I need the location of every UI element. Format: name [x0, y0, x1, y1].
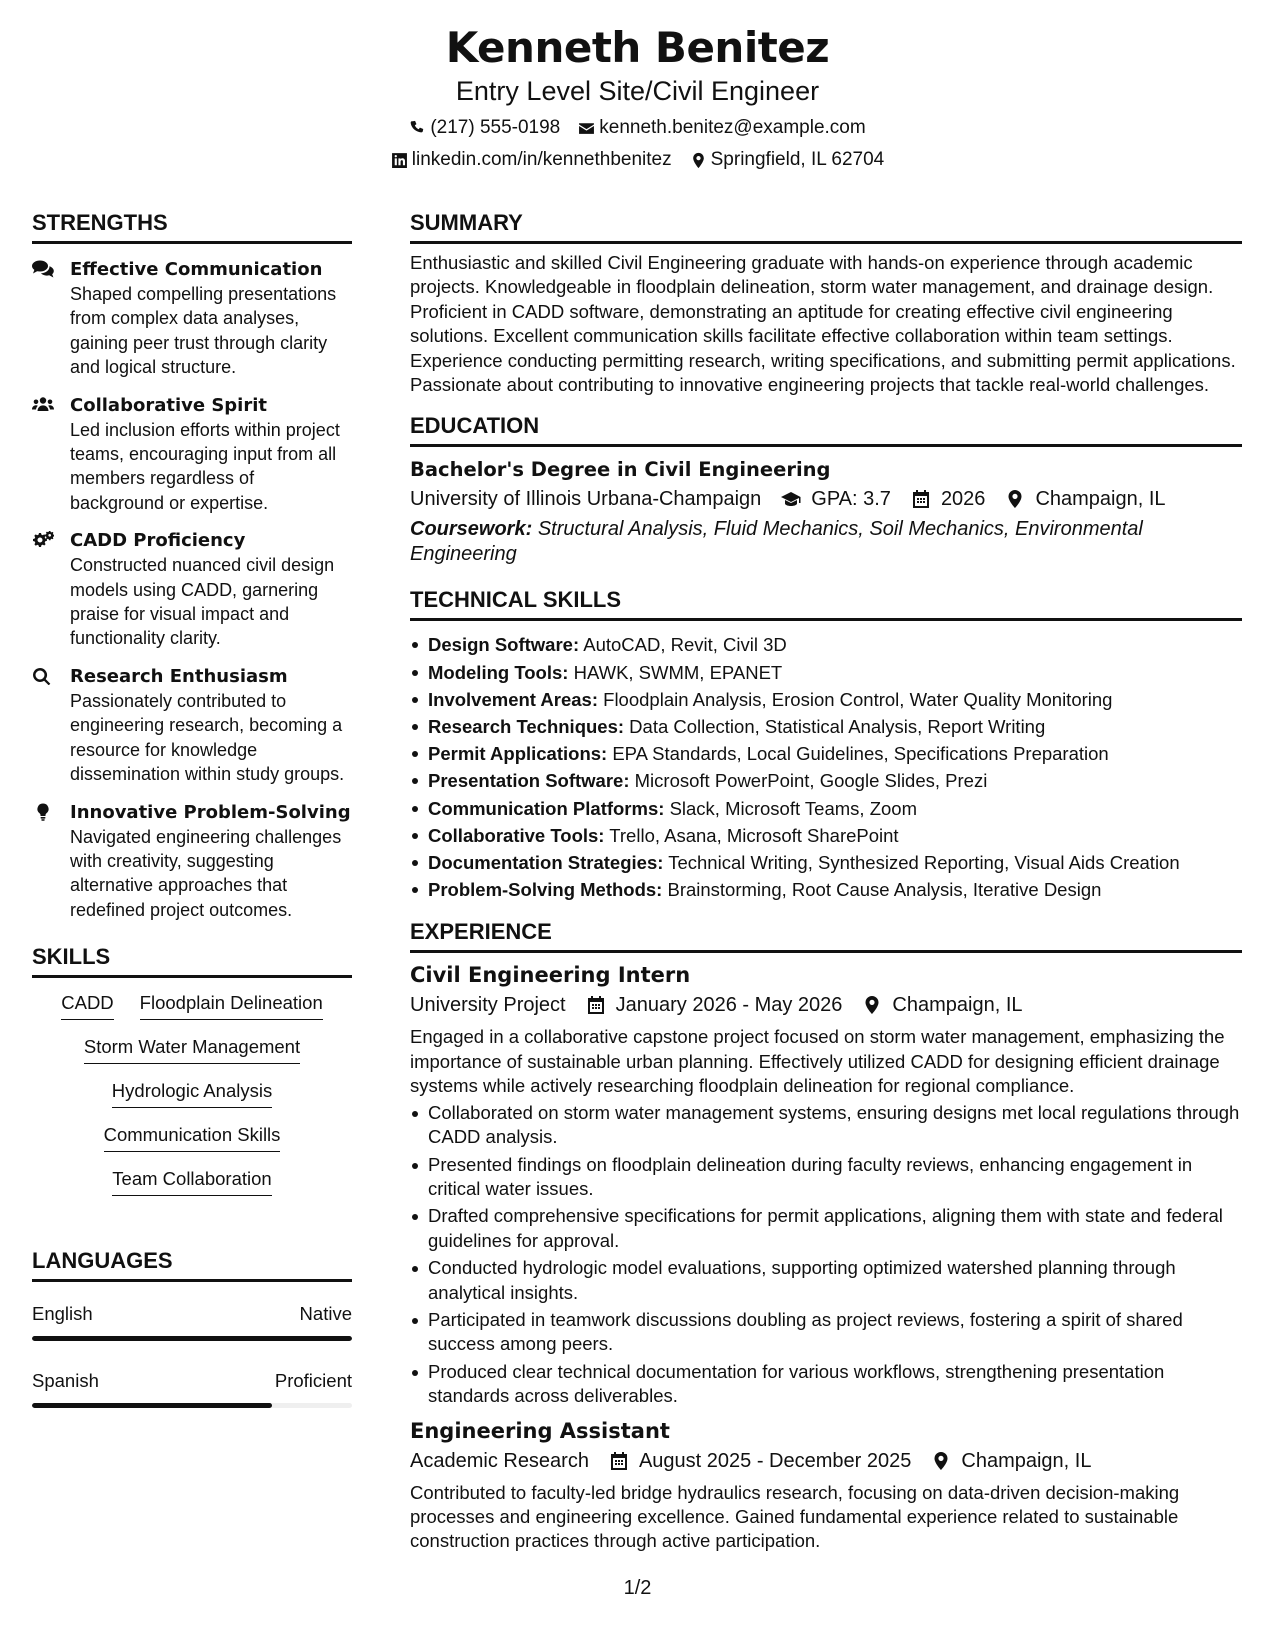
candidate-name: Kenneth Benitez [445, 23, 830, 72]
gpa-value: GPA: 3.7 [811, 488, 891, 511]
strength-item [32, 801, 352, 923]
language-name: English [32, 1303, 93, 1325]
strengths-section [32, 210, 352, 922]
tech-skill-item: Research Techniques: Data Collection, Statistical Analysis, Report Writing [410, 713, 1242, 740]
linkedin-icon [391, 152, 408, 169]
section-title-education: EDUCATION [410, 413, 1242, 447]
graduation-cap-icon [781, 489, 801, 509]
organization: University Project [410, 994, 566, 1017]
experience-item [410, 961, 1242, 1408]
language-proficiency-bar [32, 1403, 352, 1408]
location-contact [690, 148, 885, 172]
strength-item [32, 258, 352, 380]
achievement-list [410, 1101, 1242, 1409]
skill-tag: Floodplain Delineation [140, 990, 323, 1020]
summary-text: Enthusiastic and skilled Civil Engineering graduate with hands-on experience through academic projects. Knowledgeable in floodplain delineation, storm water management, and drainage design. Proficient in CADD software, demonstrating an aptitude for creating effective civil engineering solutions. Excellent communication skills facilitate effective collaboration within team settings. Experience conducting permitting research, writing specifications, and submitting permit applications. Passionate about contributing to innovative engineering projects that tackle real-world challenges. [410, 252, 1236, 396]
phone-number: (217) 555-0198 [430, 117, 561, 138]
envelope-icon [578, 120, 595, 137]
email-address[interactable]: kenneth.benitez@example.com [599, 117, 866, 138]
comments-icon [32, 260, 54, 278]
map-pin-icon [1005, 489, 1025, 509]
linkedin-contact[interactable] [391, 148, 672, 172]
technical-skills-list [410, 631, 1242, 903]
position-title: Civil Engineering Intern [410, 963, 691, 988]
language-item [32, 1302, 352, 1341]
users-icon [32, 396, 54, 414]
achievement-item: Conducted hydrologic model evaluations, supporting optimized watershed planning through analytical insights. [410, 1256, 1242, 1305]
job-description: Contributed to faculty-led bridge hydraulics research, focusing on data-driven decision-making processes and engineering excellence. Gained fundamental experience related to sustainable construction practices through active participation. [410, 1481, 1180, 1552]
strength-item [32, 394, 352, 516]
experience-section [410, 919, 1242, 1553]
employment-dates: January 2026 - May 2026 [615, 994, 843, 1017]
achievement-item: Presented findings on floodplain delineation during faculty reviews, enhancing engagement in critical water issues. [410, 1153, 1242, 1202]
search-icon [32, 667, 54, 685]
tech-skill-item: Problem-Solving Methods: Brainstorming, Root Cause Analysis, Iterative Design [410, 876, 1242, 903]
section-title-summary: SUMMARY [410, 210, 1242, 244]
skill-tag: CADD [61, 990, 113, 1020]
languages-section [32, 1248, 352, 1408]
tech-skill-item: Permit Applications: EPA Standards, Local Guidelines, Specifications Preparation [410, 740, 1242, 767]
skill-tag: Communication Skills [104, 1122, 281, 1152]
school-location: Champaign, IL [1035, 488, 1166, 511]
contact-row-1 [0, 116, 1275, 140]
phone-contact [409, 116, 560, 140]
job-location: Champaign, IL [892, 994, 1023, 1017]
left-column [32, 210, 352, 1408]
strength-item [32, 529, 352, 651]
strength-desc: Shaped compelling presentations from complex data analyses, gaining peer trust through clarity and logical structure. [70, 284, 337, 378]
achievement-item: Produced clear technical documentation for various workflows, strengthening presentation standards across deliverables. [410, 1360, 1242, 1409]
achievement-item: Collaborated on storm water management systems, ensuring designs met local regulations through CADD analysis. [410, 1101, 1242, 1150]
phone-icon [409, 120, 426, 137]
coursework-list: Structural Analysis, Fluid Mechanics, Soil Mechanics, Environmental Engineering [410, 518, 1143, 566]
email-contact[interactable] [578, 116, 865, 140]
linkedin-url[interactable]: linkedin.com/in/kennethbenitez [411, 149, 672, 170]
achievement-item: Participated in teamwork discussions doubling as project reviews, fostering a spirit of shared success among peers. [410, 1308, 1242, 1357]
organization: Academic Research [410, 1449, 589, 1472]
skill-tag: Hydrologic Analysis [112, 1078, 272, 1108]
achievement-item: Drafted comprehensive specifications for permit applications, aligning them with state and federal guidelines for approval. [410, 1204, 1242, 1253]
strength-title: CADD Proficiency [70, 530, 246, 552]
language-proficiency-fill [32, 1403, 272, 1408]
skills-list [32, 990, 352, 1210]
right-column [410, 210, 1242, 1554]
job-title: Entry Level Site/Civil Engineer [455, 76, 820, 106]
calendar-icon [609, 1451, 629, 1471]
map-pin-icon [862, 995, 882, 1015]
tech-skill-item: Documentation Strategies: Technical Writing, Synthesized Reporting, Visual Aids Creation [410, 849, 1242, 876]
calendar-icon [586, 995, 606, 1015]
resume-header [0, 22, 1275, 172]
coursework-label: Coursework: [410, 518, 533, 541]
skill-tag: Team Collaboration [112, 1166, 271, 1196]
language-level: Native [299, 1303, 352, 1325]
section-title-strengths: STRENGTHS [32, 210, 352, 244]
experience-meta [410, 1447, 1242, 1475]
skills-section [32, 944, 352, 1210]
strength-item [32, 665, 352, 787]
tech-skill-item: Design Software: AutoCAD, Revit, Civil 3D [410, 631, 1242, 658]
language-name: Spanish [32, 1370, 99, 1392]
strength-desc: Navigated engineering challenges with creativity, suggesting alternative approaches that redefined project outcomes. [70, 826, 342, 920]
education-section [410, 413, 1242, 567]
summary-section [410, 210, 1242, 397]
tech-skill-item: Collaborative Tools: Trello, Asana, Microsoft SharePoint [410, 822, 1242, 849]
tech-skill-item: Communication Platforms: Slack, Microsoft Teams, Zoom [410, 795, 1242, 822]
section-title-technical-skills: TECHNICAL SKILLS [410, 587, 1242, 621]
coursework [410, 517, 1242, 567]
gears-icon [32, 531, 54, 549]
job-location: Champaign, IL [961, 1449, 1092, 1472]
language-proficiency-fill [32, 1336, 352, 1341]
calendar-icon [911, 489, 931, 509]
school-name: University of Illinois Urbana-Champaign [410, 488, 762, 511]
section-title-skills: SKILLS [32, 944, 352, 978]
language-level: Proficient [274, 1370, 352, 1392]
position-title: Engineering Assistant [410, 1418, 670, 1443]
education-meta [410, 485, 1242, 513]
experience-item [410, 1417, 1242, 1554]
strength-desc: Passionately contributed to engineering research, becoming a resource for knowledge dissemination within study groups. [70, 690, 345, 785]
map-pin-icon [931, 1451, 951, 1471]
location-text: Springfield, IL 62704 [710, 149, 885, 170]
strength-title: Research Enthusiasm [70, 665, 288, 687]
employment-dates: August 2025 - December 2025 [638, 1449, 912, 1472]
language-proficiency-bar [32, 1336, 352, 1341]
graduation-year: 2026 [940, 488, 986, 511]
contact-row-2 [0, 148, 1275, 172]
tech-skill-item: Modeling Tools: HAWK, SWMM, EPANET [410, 659, 1242, 686]
map-pin-icon [690, 152, 707, 169]
strength-desc: Led inclusion efforts within project teams, encouraging input from all members regardless of background or expertise. [70, 419, 340, 513]
skill-tag: Storm Water Management [84, 1034, 300, 1064]
strength-desc: Constructed nuanced civil design models using CADD, garnering praise for visual impact and functionality clarity. [70, 555, 335, 649]
lightbulb-icon [32, 803, 54, 821]
strength-title: Innovative Problem-Solving [70, 801, 351, 823]
technical-skills-section [410, 587, 1242, 903]
section-title-languages: LANGUAGES [32, 1248, 352, 1282]
page-number: 1/2 [623, 1577, 652, 1599]
job-description: Engaged in a collaborative capstone project focused on storm water management, emphasizing the importance of sustainable urban planning. Effectively utilized CADD for designing efficient drainage systems while actively researching floodplain delineation for regional compliance. [410, 1026, 1225, 1097]
tech-skill-item: Presentation Software: Microsoft PowerPoint, Google Slides, Prezi [410, 767, 1242, 794]
degree-title: Bachelor's Degree in Civil Engineering [410, 458, 831, 482]
language-item [32, 1369, 352, 1408]
section-title-experience: EXPERIENCE [410, 919, 1242, 953]
strength-title: Effective Communication [70, 259, 323, 280]
strength-title: Collaborative Spirit [70, 394, 267, 416]
experience-meta [410, 991, 1242, 1019]
tech-skill-item: Involvement Areas: Floodplain Analysis, Erosion Control, Water Quality Monitoring [410, 686, 1242, 713]
